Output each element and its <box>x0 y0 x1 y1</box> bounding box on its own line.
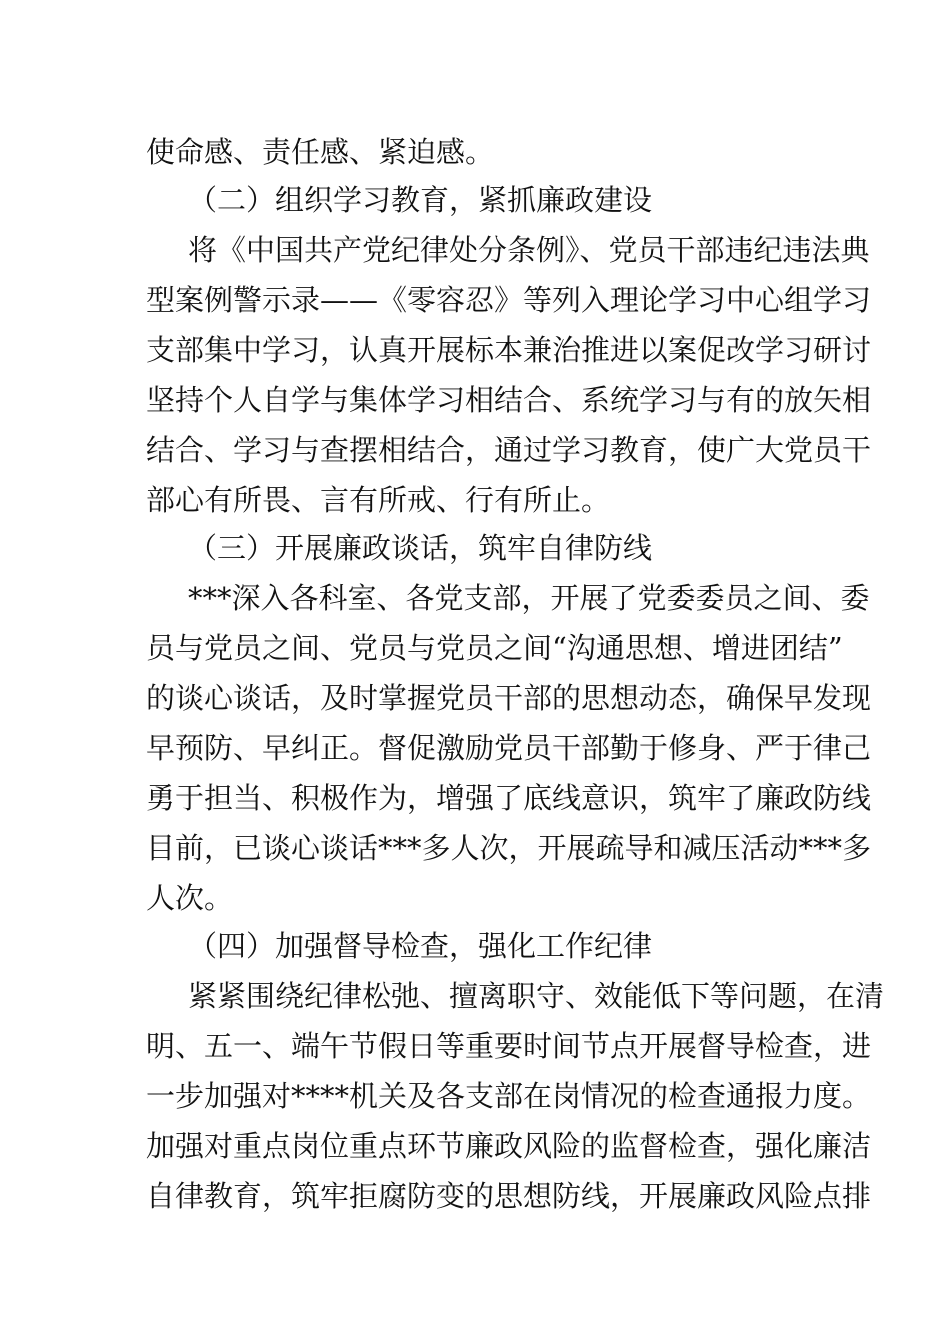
text-line: 结合、学习与查摆相结合，通过学习教育，使广大党员干 <box>146 433 872 467</box>
paragraph-first-line: ***深入各科室、各党支部，开展了党委委员之间、委 <box>188 581 870 615</box>
text-line: 一步加强对****机关及各支部在岗情况的检查通报力度。 <box>146 1079 872 1113</box>
section-heading-4: （四）加强督导检查，强化工作纪律 <box>188 929 653 963</box>
section-heading-2: （二）组织学习教育，紧抓廉政建设 <box>188 183 653 217</box>
paragraph-first-line: 将《中国共产党纪律处分条例》、党员干部违纪违法典 <box>188 233 870 267</box>
text-line: 支部集中学习，认真开展标本兼治推进以案促改学习研讨 <box>146 333 872 367</box>
text-line: 早预防、早纠正。督促激励党员干部勤于修身、严于律己 <box>146 731 872 765</box>
text-line: 型案例警示录——《零容忍》等列入理论学习中心组学习 <box>146 283 872 317</box>
text-line: 加强对重点岗位重点环节廉政风险的监督检查，强化廉洁 <box>146 1129 872 1163</box>
text-line: 明、五一、端午节假日等重要时间节点开展督导检查，进 <box>146 1029 872 1063</box>
text-line: 员与党员之间、党员与党员之间“沟通思想、增进团结” <box>146 631 843 665</box>
text-line: 部心有所畏、言有所戒、行有所止。 <box>146 483 611 517</box>
paragraph-first-line: 紧紧围绕纪律松弛、擅离职守、效能低下等问题，在清 <box>188 979 885 1013</box>
text-line: 使命感、责任感、紧迫感。 <box>146 135 495 169</box>
text-line: 勇于担当、积极作为，增强了底线意识，筑牢了廉政防线 <box>146 781 872 815</box>
text-line: 人次。 <box>146 881 234 915</box>
text-line: 目前，已谈心谈话***多人次，开展疏导和减压活动***多 <box>146 831 872 865</box>
section-heading-3: （三）开展廉政谈话，筑牢自律防线 <box>188 531 653 565</box>
text-line: 自律教育，筑牢拒腐防变的思想防线，开展廉政风险点排 <box>146 1179 872 1213</box>
text-line: 的谈心谈话，及时掌握党员干部的思想动态，确保早发现 <box>146 681 872 715</box>
text-line: 坚持个人自学与集体学习相结合、系统学习与有的放矢相 <box>146 383 872 417</box>
